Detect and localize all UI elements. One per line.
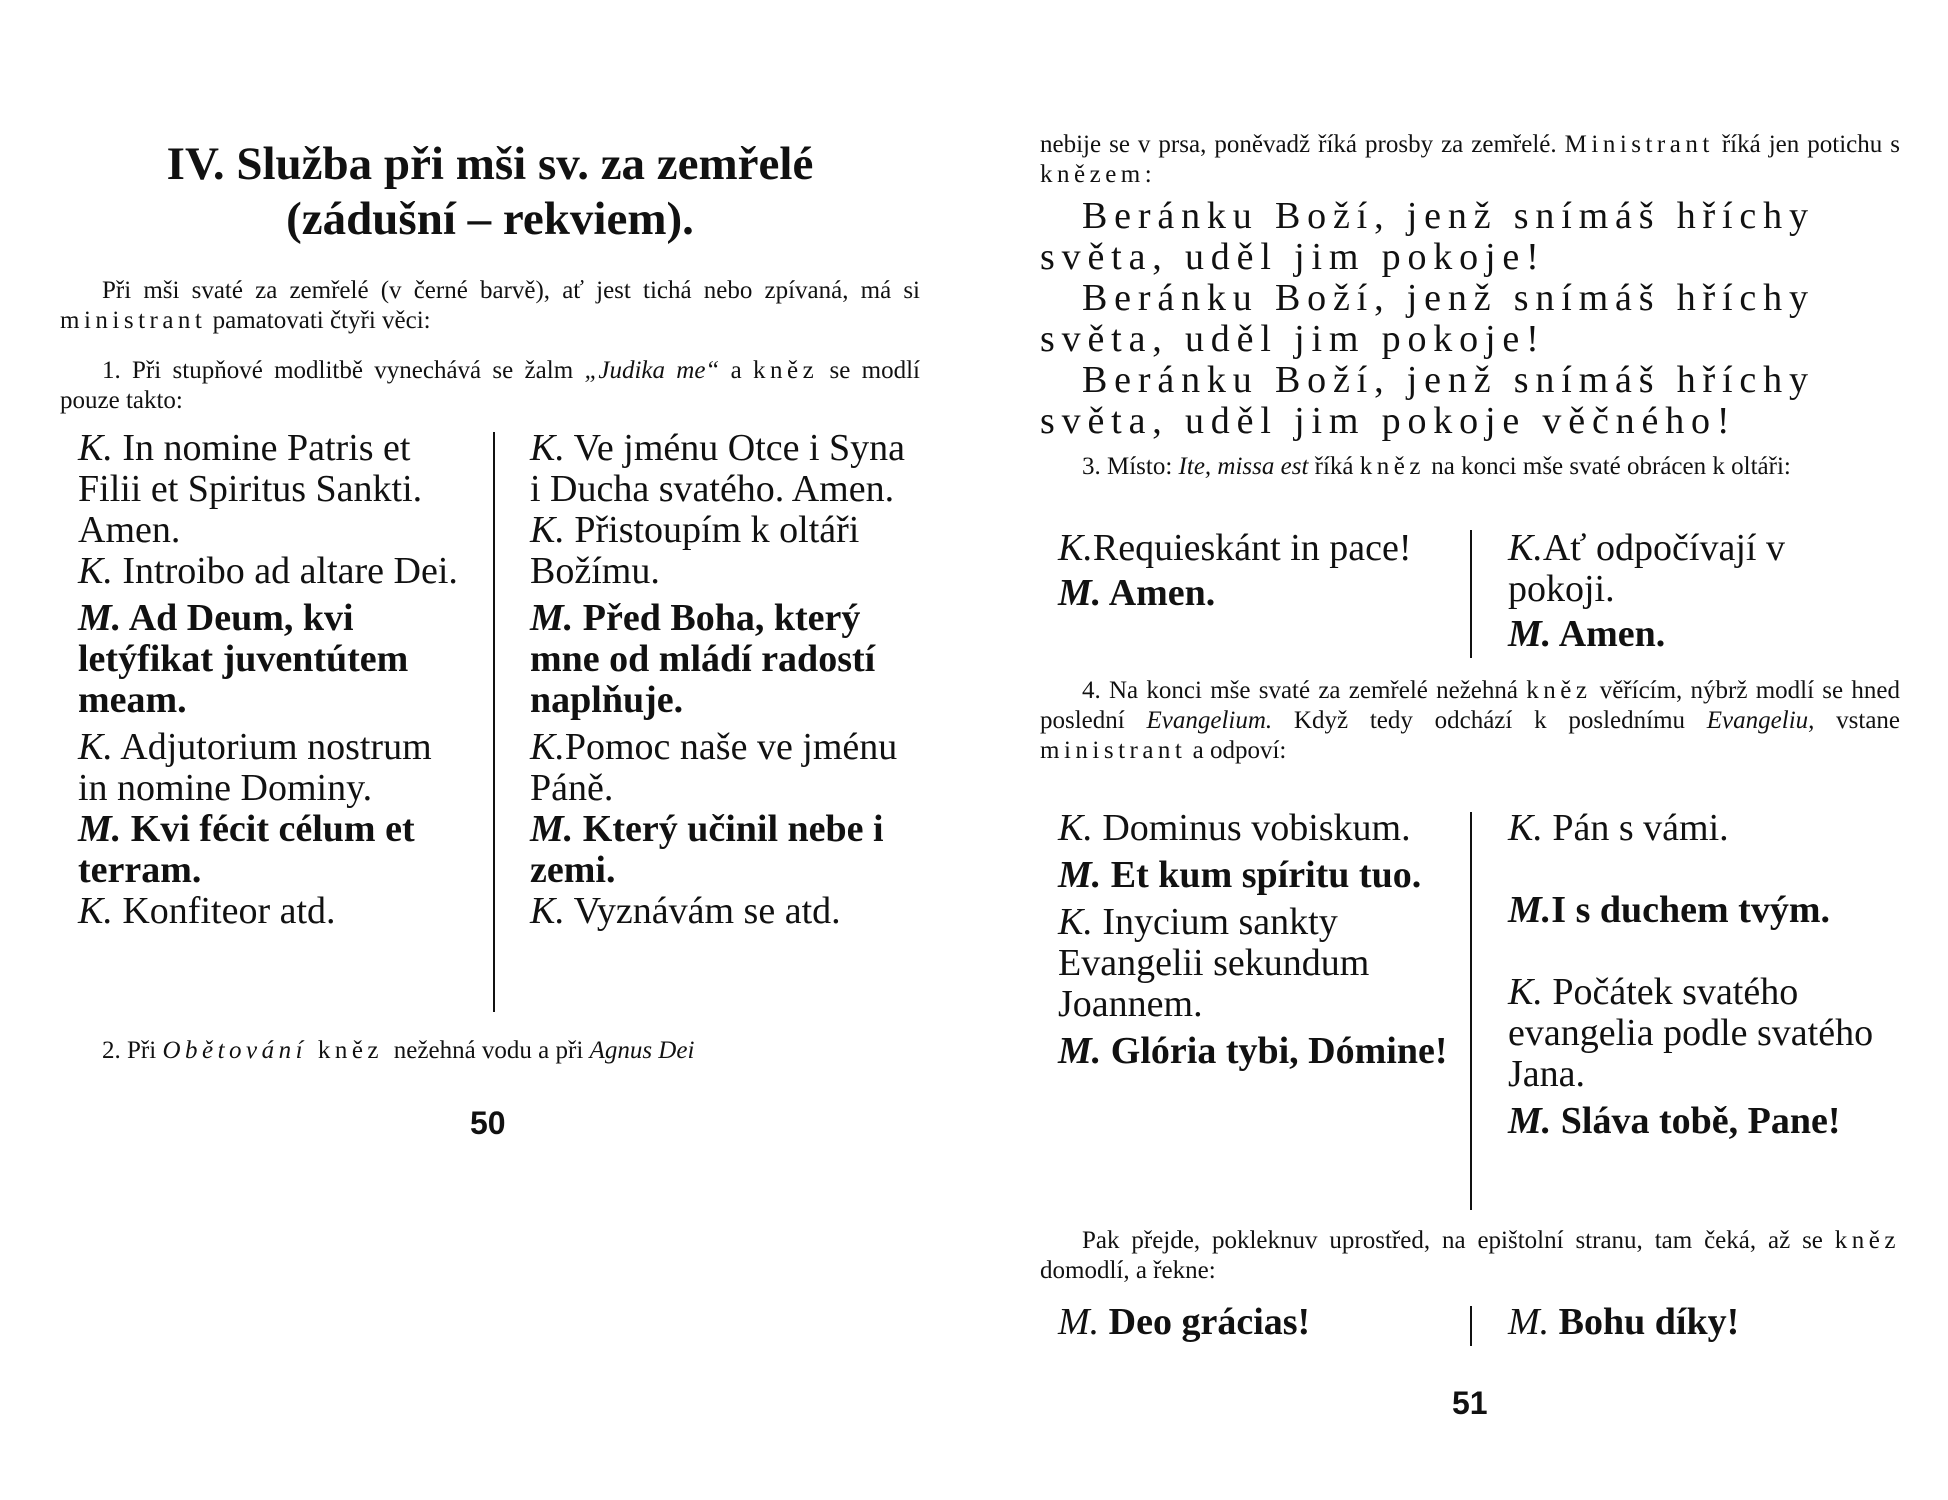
page-number-left: 50	[470, 1105, 506, 1141]
item-1-paragraph	[60, 356, 920, 416]
requiem-czech-line: M. Amen.	[1508, 613, 1666, 655]
requiem-czech-column	[1490, 528, 1900, 655]
dominus-latin-line: M. Et kum spíritu tuo.	[1058, 854, 1422, 896]
item-4-mid: věřícím, nýbrž modlí se hned poslední	[1040, 677, 1900, 734]
dominus-latin-line: M. Glória tybi, Dómine!	[1058, 1030, 1448, 1072]
dominus-czech-line: K. Počátek svatého evangelia podle svatého Jana.	[1508, 971, 1874, 1095]
czech-line: K. Vyznávám se atd.	[530, 890, 841, 932]
cont-knezem: knězem:	[1040, 161, 1157, 188]
requiem-czech-line: K.Ať odpočívají v pokoji.	[1508, 527, 1785, 610]
column-divider	[1470, 530, 1472, 658]
item-2-knez: kněz	[307, 1037, 394, 1064]
item-4-mid3: vstane	[1814, 707, 1901, 734]
item-4-knez: kněz	[1526, 677, 1592, 704]
item-4-paragraph	[1040, 676, 1900, 766]
page-number-right: 51	[1452, 1385, 1488, 1421]
item-2-paragraph	[60, 1036, 920, 1066]
item-2-obetovani: Obětování	[162, 1037, 308, 1064]
dominus-latin-line: K. Inycium sankty Evangelii sekundum Joannem.	[1058, 901, 1370, 1025]
requiem-latin-column	[1040, 528, 1450, 614]
column-divider	[1470, 1306, 1472, 1346]
intro-paragraph	[60, 276, 920, 336]
item-4-ministrant: ministrant	[1040, 737, 1187, 764]
column-divider	[1470, 812, 1472, 1210]
dominus-czech-line: M.I s duchem tvým.	[1508, 889, 1830, 931]
final-end: domodlí, a řekne:	[1040, 1257, 1216, 1284]
bohu-diky-line: M. Bohu díky!	[1508, 1301, 1740, 1343]
final-paragraph	[1040, 1226, 1900, 1286]
latin-line: M. Ad Deum, kvi letýfikat juventútem meam.	[78, 597, 409, 721]
czech-line: M. Před Boha, který mne od mládí radostí naplňuje.	[530, 597, 876, 721]
final-knez: kněz	[1834, 1227, 1900, 1254]
item-3-paragraph	[1040, 452, 1900, 482]
item-1-mid: a	[719, 357, 754, 384]
intro-ministrant: ministrant	[60, 307, 207, 334]
czech-column	[512, 428, 920, 932]
dominus-latin-line: K. Dominus vobiskum.	[1058, 807, 1411, 849]
intro-end: pamatovati čtyři věci:	[206, 307, 431, 334]
czech-line: M. Který učinil nebe i zemi.	[530, 808, 884, 891]
latin-line: K. In nomine Patris et Filii et Spiritus Sankti. Amen.	[78, 427, 423, 551]
item-1-knez: kněz	[753, 357, 819, 384]
agnus-line: Beránku Boží, jenž snímáš hříchy světa, uděl jim pokoje!	[1040, 277, 1815, 360]
latin-line: K. Introibo ad altare Dei.	[78, 550, 458, 592]
continuation-paragraph	[1040, 130, 1900, 190]
czech-line: K.Pomoc naše ve jménu Páně.	[530, 726, 898, 809]
latin-column	[60, 428, 470, 932]
final-text: Pak přejde, pokleknuv uprostřed, na epištolní stranu, tam čeká, až se	[1082, 1227, 1835, 1254]
item-2-start: 2. Při	[102, 1037, 163, 1064]
latin-line: K. Adjutorium nostrum in nomine Dominy.	[78, 726, 432, 809]
dominus-latin-column	[1040, 808, 1450, 1072]
item-2-agnus: Agnus Dei	[589, 1037, 695, 1064]
column-divider	[493, 432, 495, 1012]
item-1-judika: „Judika me“	[584, 357, 720, 384]
dominus-czech-line: K. Pán s vámi.	[1508, 807, 1729, 849]
czech-line: K. Přistoupím k oltáři Božímu.	[530, 509, 860, 592]
item-3-mid: říká	[1308, 453, 1360, 480]
item-3-knez: kněz	[1359, 453, 1425, 480]
agnus-line: Beránku Boží, jenž snímáš hříchy světa, uděl jim pokoje!	[1040, 195, 1815, 278]
latin-line: M. Kvi fécit célum et terram.	[78, 808, 415, 891]
item-3-end: na konci mše svaté obrácen k oltáři:	[1424, 453, 1791, 480]
item-4-evangeliu: Evangeliu,	[1706, 707, 1815, 734]
dominus-czech-column	[1490, 808, 1900, 1142]
item-4-mid2: Když tedy odchází k poslednímu	[1272, 707, 1707, 734]
deo-gracias-czech	[1490, 1302, 1900, 1343]
item-3-ite: Ite, missa est	[1178, 453, 1309, 480]
item-1-text: 1. Při stupňové modlitbě vynechává se žalm	[102, 357, 585, 384]
agnus-dei-block	[1040, 196, 1900, 442]
dominus-czech-line: M. Sláva tobě, Pane!	[1508, 1100, 1841, 1142]
czech-line: K. Ve jménu Otce i Syna i Ducha svatého. Amen.	[530, 427, 906, 510]
agnus-line: Beránku Boží, jenž snímáš hříchy světa, uděl jim pokoje věčného!	[1040, 359, 1815, 442]
item-2-mid: nežehná vodu a při	[393, 1037, 590, 1064]
cont-text-2: říká jen potichu s	[1713, 131, 1900, 158]
latin-line: K. Konfiteor atd.	[78, 890, 336, 932]
cont-ministrant: Ministrant	[1564, 131, 1714, 158]
section-title: IV. Služba při mši sv. za zemřelé	[166, 138, 814, 190]
section-subtitle: (zádušní – rekviem).	[286, 193, 694, 245]
cont-text: nebije se v prsa, poněvadž říká prosby za zemřelé.	[1040, 131, 1565, 158]
deo-gracias-line: M. Deo grácias!	[1058, 1301, 1311, 1343]
item-4-end: a odpoví:	[1186, 737, 1287, 764]
intro-text: Při mši svaté za zemřelé (v černé barvě), ať jest tichá nebo zpívaná, má si	[102, 277, 920, 304]
item-1-end: se modlí pouze takto:	[60, 357, 920, 414]
item-4-evangelium: Evangelium.	[1146, 707, 1273, 734]
requiem-latin-line: K.Requieskánt in pace!	[1058, 527, 1412, 569]
deo-gracias-latin	[1040, 1302, 1450, 1343]
item-3-start: 3. Místo:	[1082, 453, 1179, 480]
requiem-latin-line: M. Amen.	[1058, 572, 1216, 614]
item-4-start: 4. Na konci mše svaté za zemřelé nežehná	[1082, 677, 1527, 704]
